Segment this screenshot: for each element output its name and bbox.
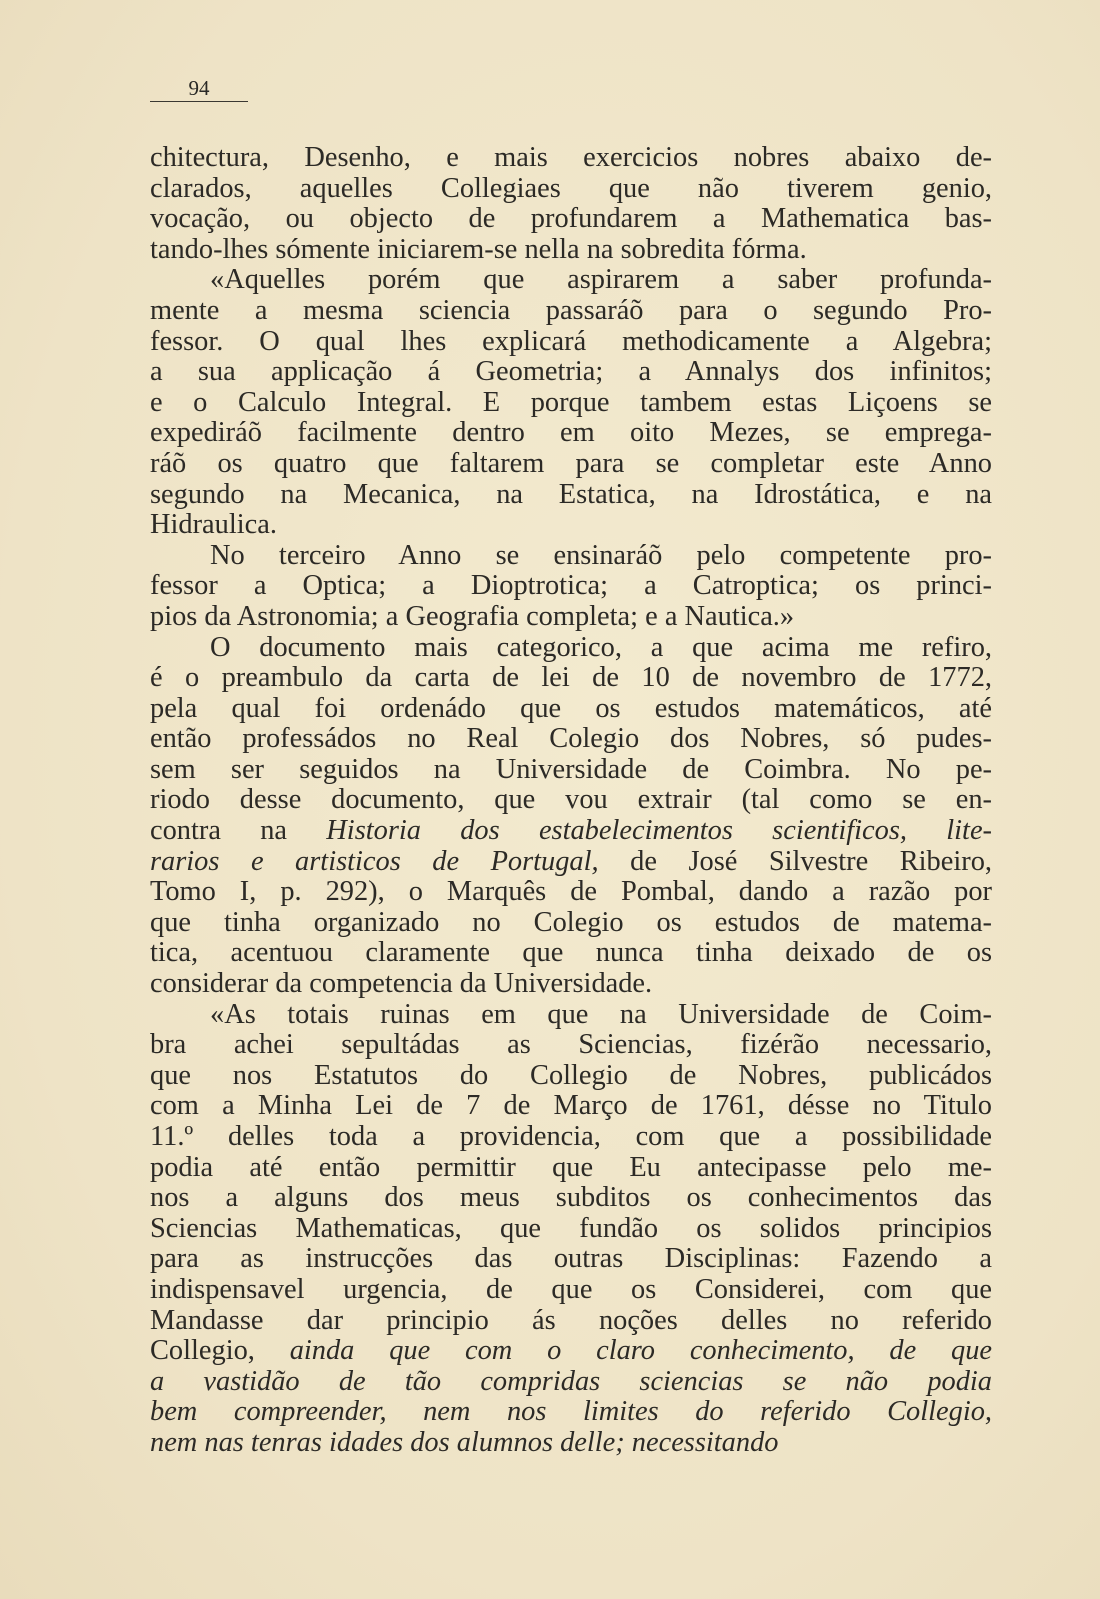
text-line: Tomo I, p. 292), o Marquês de Pombal, dando a razão por bbox=[150, 876, 992, 908]
text-line: «As totais ruinas em que na Universidade de Coim- bbox=[210, 998, 992, 1030]
text-line: Sciencias Mathematicas, que fundão os solidos principios bbox=[150, 1212, 992, 1244]
text-line: riodo desse documento, que vou extrair (tal como se en- bbox=[150, 784, 992, 816]
text-line: e o Calculo Integral. E porque tambem estas Liçoens se bbox=[150, 386, 992, 418]
paragraph bbox=[150, 541, 992, 633]
text-line: bem compreender, nem nos limites do referido Collegio, bbox=[150, 1396, 992, 1428]
text-line: tica, acentuou claramente que nunca tinha deixado de os bbox=[150, 937, 992, 969]
text-line: Collegio, ainda que com o claro conhecimento, de que bbox=[150, 1335, 992, 1367]
text-line: contra na Historia dos estabelecimentos scientificos, lite- bbox=[150, 815, 992, 847]
paragraph bbox=[150, 143, 992, 265]
text-line: O documento mais categorico, a que acima me refiro, bbox=[210, 631, 992, 663]
text-line: então professádos no Real Colegio dos Nobres, só pudes- bbox=[150, 723, 992, 755]
text-line: bra achei sepultádas as Sciencias, fizérão necessario, bbox=[150, 1029, 992, 1061]
text-line: que tinha organizado no Colegio os estudos de matema- bbox=[150, 906, 992, 938]
text-line: vocação, ou objecto de profundarem a Mathematica bas- bbox=[150, 203, 992, 235]
text-line: é o preambulo da carta de lei de 10 de novembro de 1772, bbox=[150, 662, 992, 694]
text-line: a vastidão de tão compridas sciencias se não podia bbox=[150, 1365, 992, 1397]
text-line: fessor. O qual lhes explicará methodicamente a Algebra; bbox=[150, 325, 992, 357]
text-line: «Aquelles porém que aspirarem a saber profunda- bbox=[210, 264, 992, 296]
text-line: segundo na Mecanica, na Estatica, na Idrostática, e na bbox=[150, 478, 992, 510]
text-line: indispensavel urgencia, de que os Considerei, com que bbox=[150, 1273, 992, 1305]
text-line: podia até então permittir que Eu antecipasse pelo me- bbox=[150, 1151, 992, 1183]
text-line: mente a mesma sciencia passaráõ para o segundo Pro- bbox=[150, 294, 992, 326]
text-line: 11.º delles toda a providencia, com que a possibilidade bbox=[150, 1121, 992, 1152]
page-number-rule bbox=[150, 101, 248, 102]
text-line: a sua applicação á Geometria; a Annalys dos infinitos; bbox=[150, 356, 992, 388]
text-line: pios da Astronomia; a Geografia completa; e a Nautica.» bbox=[150, 600, 795, 632]
text-line: chitectura, Desenho, e mais exercicios nobres abaixo de- bbox=[150, 142, 992, 173]
text-line: rarios e artisticos de Portugal, de José Silvestre Ribeiro, bbox=[150, 845, 992, 877]
text-line: clarados, aquelles Collegiaes que não tiverem genio, bbox=[150, 172, 992, 204]
text-line: No terceiro Anno se ensinaráõ pelo competente pro- bbox=[210, 539, 992, 571]
paragraph bbox=[150, 265, 992, 540]
text-line: fessor a Optica; a Dioptrotica; a Catroptica; os princi- bbox=[150, 570, 992, 602]
text-line: ráõ os quatro que faltarem para se completar este Anno bbox=[150, 447, 992, 479]
text-line: Mandasse dar principio ás noções delles no referido bbox=[150, 1304, 992, 1336]
paragraph bbox=[150, 633, 992, 1000]
text-line: Hidraulica. bbox=[150, 509, 277, 541]
text-line: tando-lhes sómente iniciarem-se nella na sobredita fórma. bbox=[150, 233, 807, 265]
text-line: para as instrucções das outras Disciplinas: Fazendo a bbox=[150, 1243, 992, 1275]
body-text bbox=[150, 143, 992, 1459]
text-line: nem nas tenras idades dos alumnos delle; necessitando bbox=[150, 1426, 779, 1458]
text-line: nos a alguns dos meus subditos os conhecimentos das bbox=[150, 1182, 992, 1214]
paragraph bbox=[150, 1000, 992, 1459]
text-line: com a Minha Lei de 7 de Março de 1761, désse no Titulo bbox=[150, 1090, 992, 1122]
text-line: considerar da competencia da Universidade. bbox=[150, 968, 653, 1000]
page-number: 94 bbox=[188, 76, 210, 100]
text-line: sem ser seguidos na Universidade de Coimbra. No pe- bbox=[150, 753, 992, 785]
text-line: expediráõ facilmente dentro em oito Mezes, se emprega- bbox=[150, 417, 992, 449]
text-line: pela qual foi ordenádo que os estudos matemáticos, até bbox=[150, 692, 992, 724]
text-line: que nos Estatutos do Collegio de Nobres, publicádos bbox=[150, 1059, 992, 1091]
